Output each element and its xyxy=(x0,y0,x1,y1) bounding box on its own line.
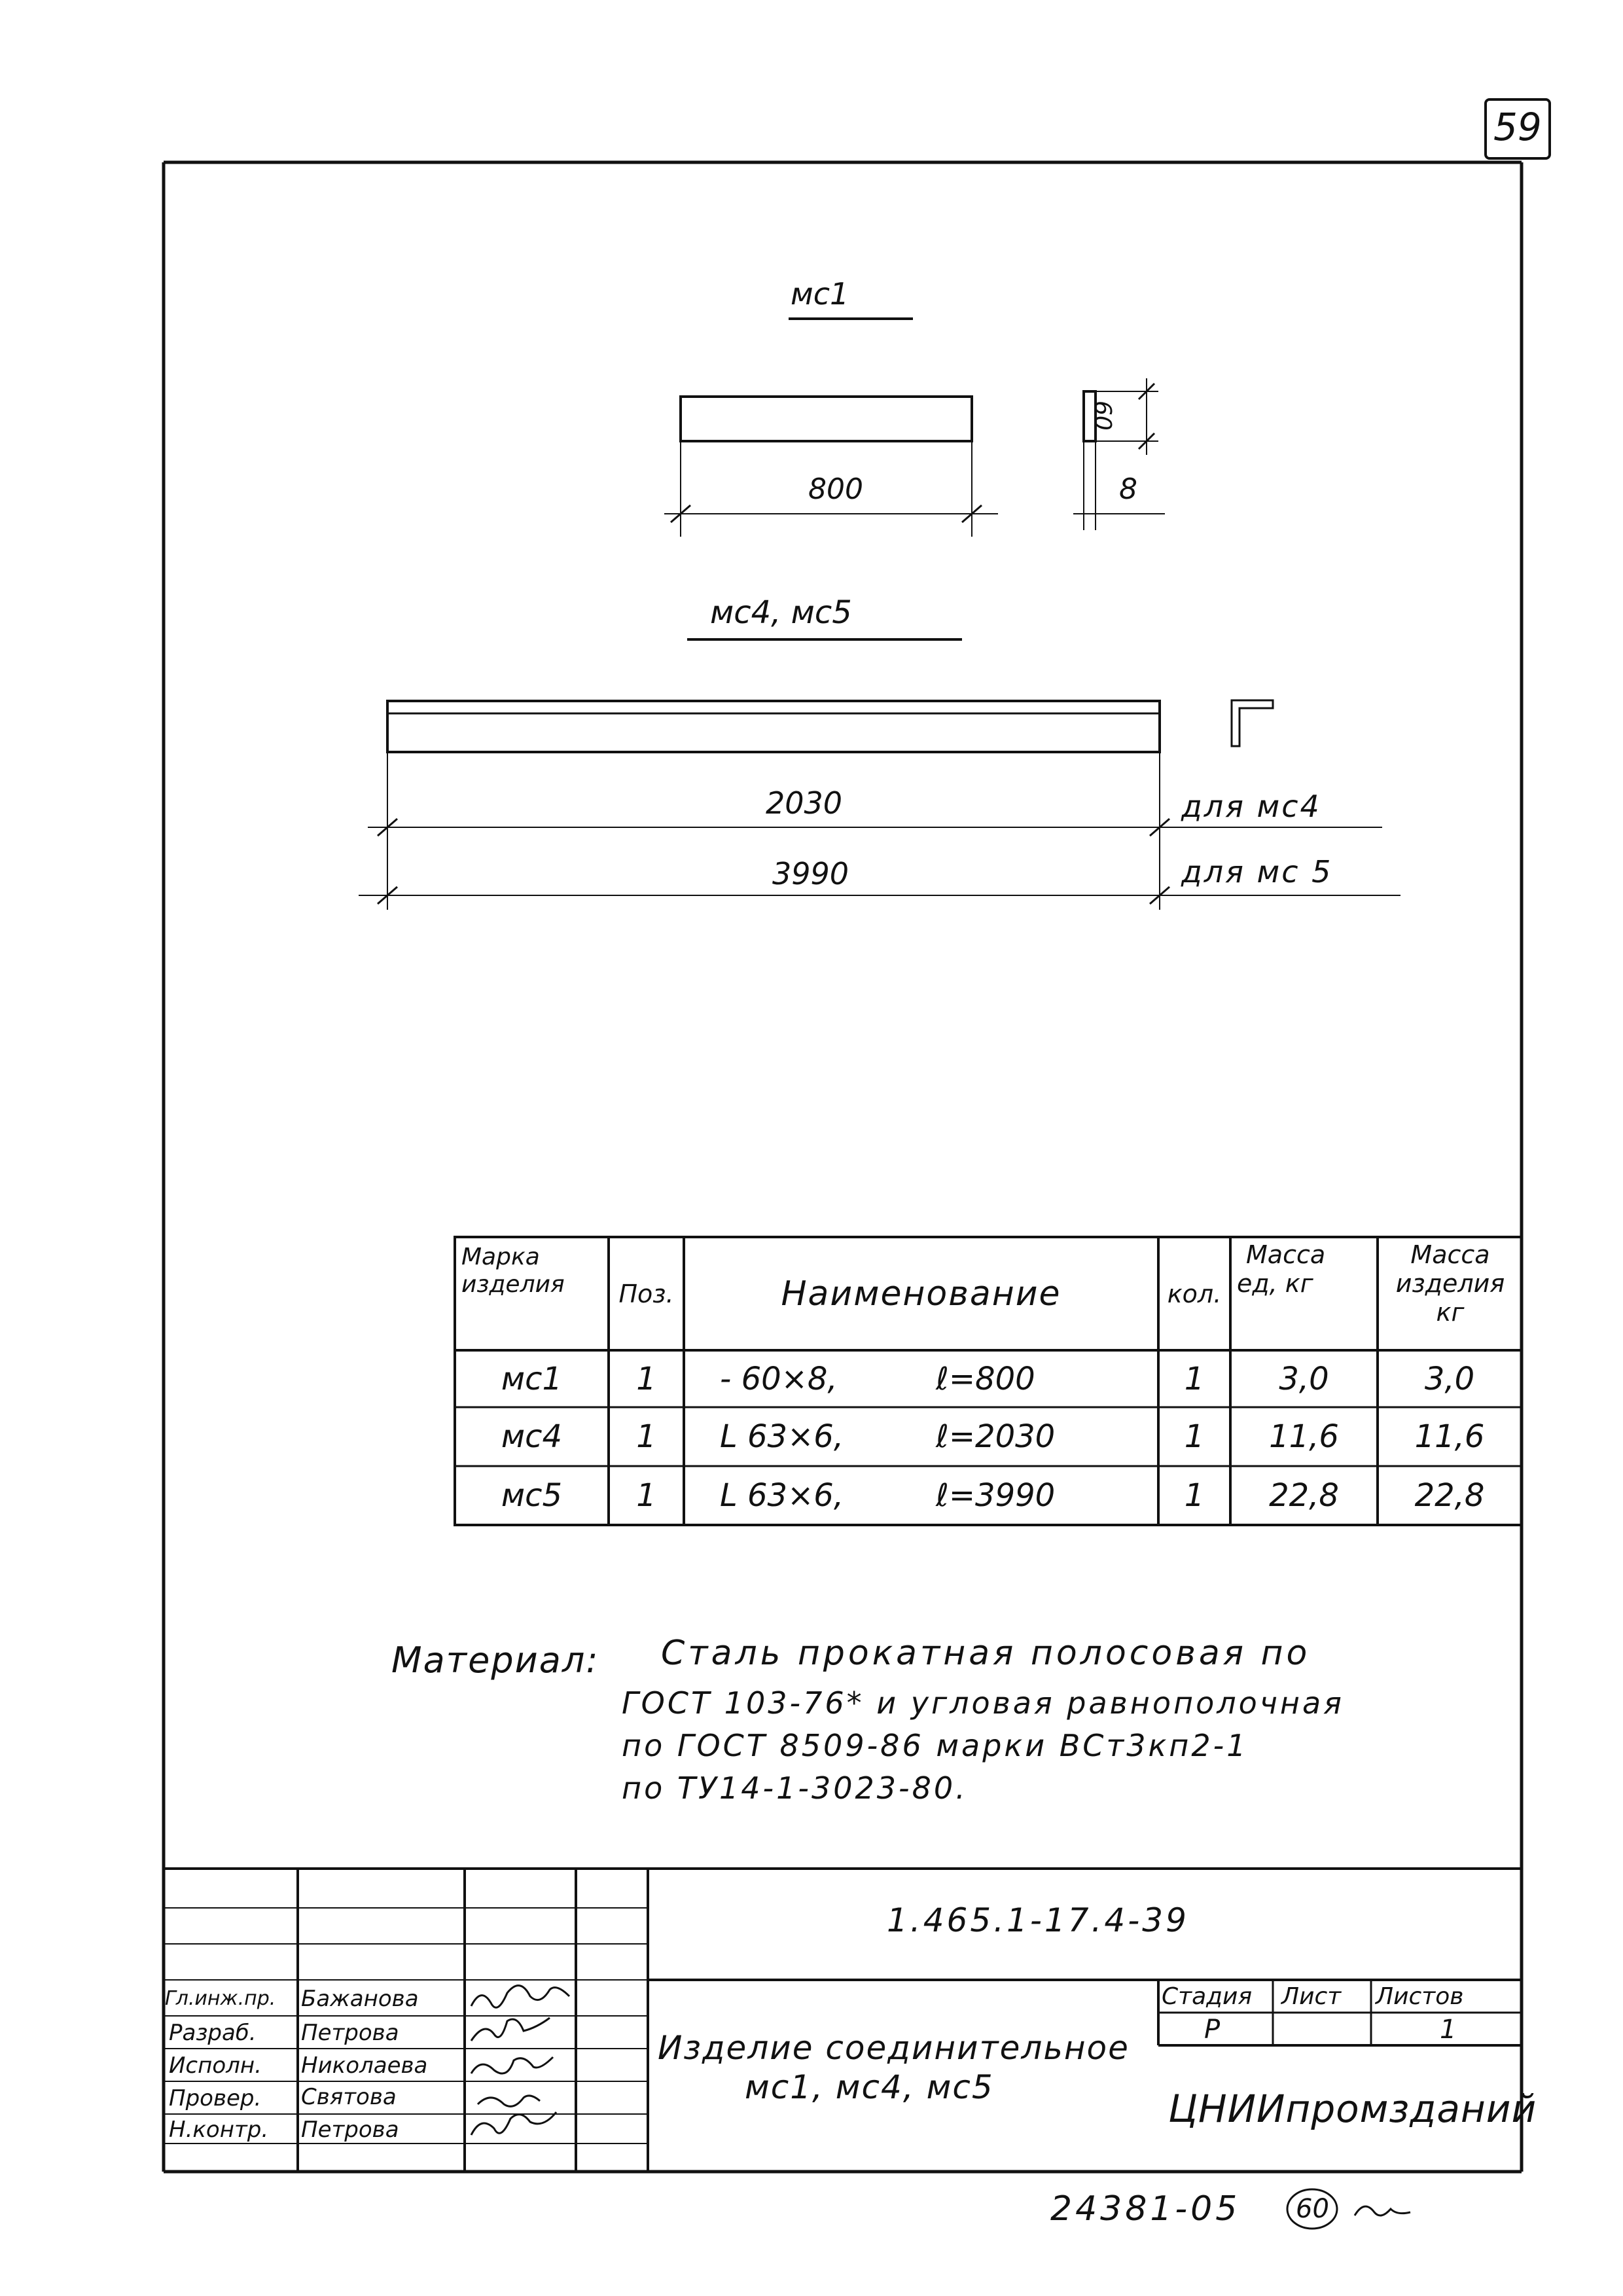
row2-pos: 1 xyxy=(636,1418,656,1455)
mc1-length-dim: 800 xyxy=(808,473,863,506)
header-mass-item-line3: кг xyxy=(1436,1298,1465,1327)
name-5: Петрова xyxy=(301,2117,399,2143)
material-label: Материал: xyxy=(391,1640,599,1681)
row1-mass-unit: 3,0 xyxy=(1279,1360,1329,1397)
material-line-1: Сталь прокатная полосовая по xyxy=(661,1634,1311,1673)
header-pos: Поз. xyxy=(618,1279,674,1308)
header-mass-unit-line1: Масса xyxy=(1246,1240,1326,1269)
row1-name: - 60×8, xyxy=(720,1360,838,1397)
header-mass-item-line1: Масса xyxy=(1410,1240,1490,1269)
role-1: Гл.инж.пр. xyxy=(165,1987,276,2010)
mc1-title: мс1 xyxy=(791,276,849,312)
document-designation: 1.465.1-17.4-39 xyxy=(887,1901,1189,1939)
row1-qty: 1 xyxy=(1184,1360,1205,1397)
role-4: Провер. xyxy=(169,2085,262,2111)
page-number: 59 xyxy=(1493,105,1542,149)
row3-length: ℓ=3990 xyxy=(936,1477,1056,1514)
sheet-header: Лист xyxy=(1281,1983,1342,2010)
row2-mark: мс4 xyxy=(501,1418,563,1455)
name-1: Бажанова xyxy=(301,1986,419,2012)
row2-length: ℓ=2030 xyxy=(936,1418,1056,1455)
header-mark-line2: изделия xyxy=(461,1271,565,1298)
row1-pos: 1 xyxy=(636,1360,656,1397)
role-2: Разраб. xyxy=(169,2020,257,2046)
name-2: Петрова xyxy=(301,2020,399,2046)
row2-mass-item: 11,6 xyxy=(1414,1418,1485,1455)
mc1-height-dim: 60 xyxy=(1089,401,1116,431)
row2-name: L 63×6, xyxy=(720,1418,844,1455)
material-line-4: по ТУ14-1-3023-80. xyxy=(622,1770,968,1806)
mc1-thickness-dim: 8 xyxy=(1119,473,1137,506)
sheets-value: 1 xyxy=(1440,2015,1457,2045)
inventory-circle-number: 60 xyxy=(1296,2194,1329,2224)
header-qty: кол. xyxy=(1167,1279,1222,1308)
header-mark-line1: Марка xyxy=(461,1244,540,1270)
mc45-dim-3990: 3990 xyxy=(772,856,849,891)
row3-mark: мс5 xyxy=(501,1477,563,1514)
row3-mass-unit: 22,8 xyxy=(1269,1477,1339,1514)
row2-mass-unit: 11,6 xyxy=(1269,1418,1339,1455)
material-line-2: ГОСТ 103-76* и угловая равнополочная xyxy=(622,1685,1344,1721)
material-line-3: по ГОСТ 8509-86 марки ВСт3кп2-1 xyxy=(622,1728,1249,1763)
row1-mass-item: 3,0 xyxy=(1424,1360,1475,1397)
role-3: Исполн. xyxy=(169,2053,262,2079)
role-5: Н.контр. xyxy=(169,2117,269,2143)
item-title-line1: Изделие соединительное xyxy=(658,2029,1130,2067)
row1-length: ℓ=800 xyxy=(936,1360,1035,1397)
row2-qty: 1 xyxy=(1184,1418,1205,1455)
sheets-header: Листов xyxy=(1376,1983,1464,2010)
inventory-number: 24381-05 xyxy=(1050,2189,1241,2229)
header-mass-unit-line2: ед, кг xyxy=(1237,1269,1313,1298)
row1-mark: мс1 xyxy=(501,1360,563,1397)
row3-name: L 63×6, xyxy=(720,1477,844,1514)
header-mass-item-line2: изделия xyxy=(1395,1269,1505,1298)
mc45-dim-2030-label: для мс4 xyxy=(1181,789,1321,824)
row3-pos: 1 xyxy=(636,1477,656,1514)
stage-value: Р xyxy=(1204,2015,1221,2045)
header-name: Наименование xyxy=(781,1274,1061,1314)
mc45-dim-3990-label: для мс 5 xyxy=(1181,854,1333,889)
organization-name: ЦНИИпромзданий xyxy=(1168,2087,1537,2131)
name-4: Святова xyxy=(301,2084,397,2110)
mc45-dim-2030: 2030 xyxy=(766,785,843,821)
mc45-title: мс4, мс5 xyxy=(710,594,852,631)
item-title-line2: мс1, мс4, мс5 xyxy=(745,2068,994,2106)
row3-qty: 1 xyxy=(1184,1477,1205,1514)
row3-mass-item: 22,8 xyxy=(1414,1477,1485,1514)
name-3: Николаева xyxy=(301,2053,428,2079)
stage-header: Стадия xyxy=(1162,1983,1253,2010)
